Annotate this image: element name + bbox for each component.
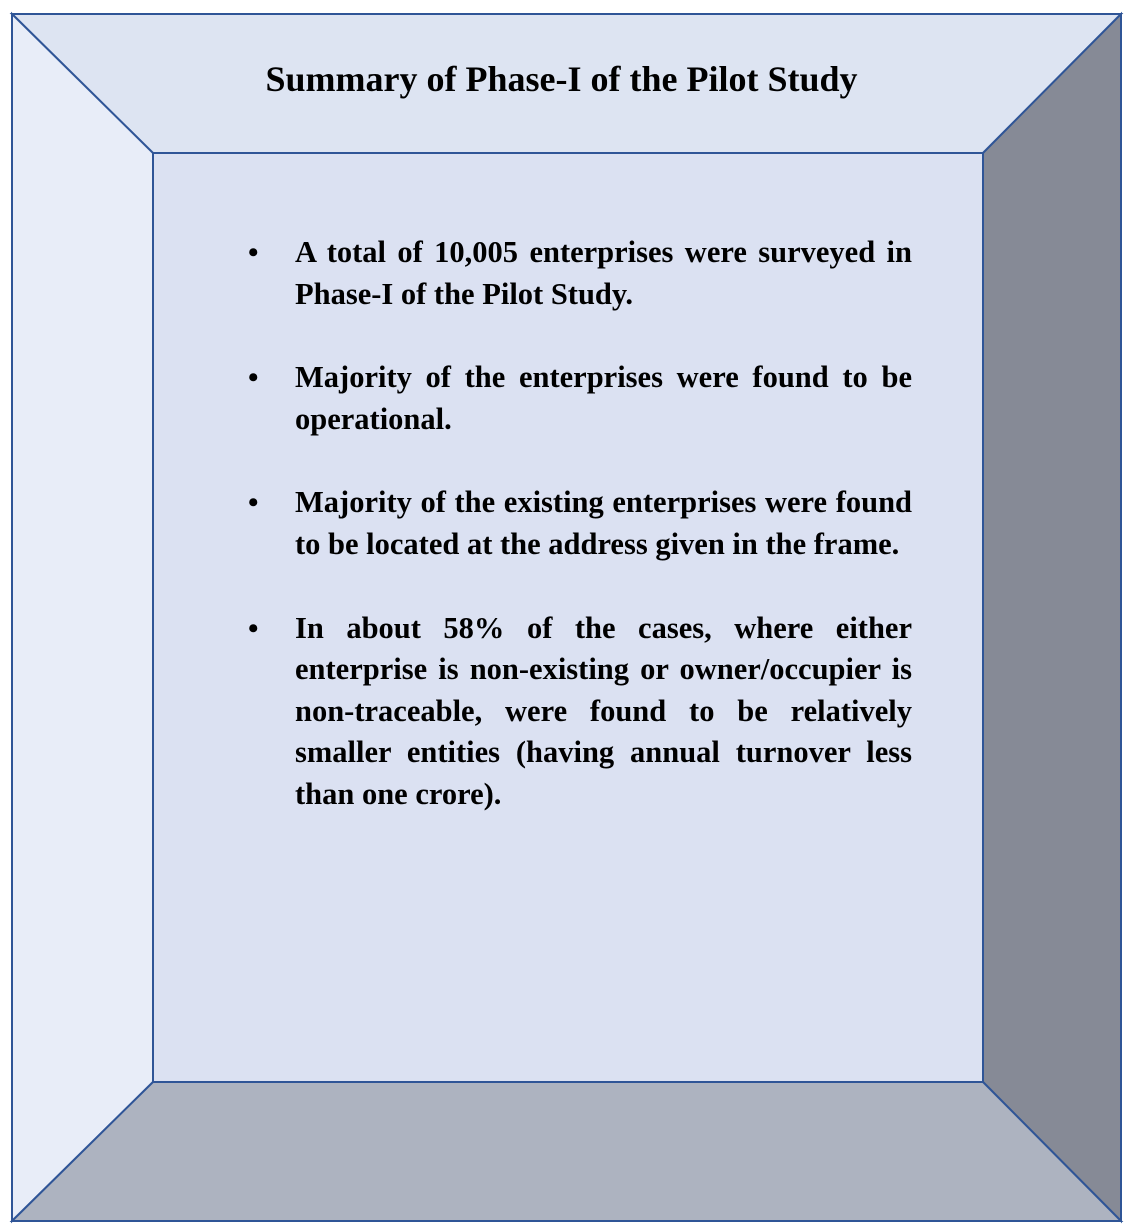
- bullet-item: [240, 357, 912, 440]
- right-bevel: [983, 14, 1121, 1221]
- left-bevel: [12, 14, 153, 1221]
- bullet-dot-icon: •: [248, 486, 259, 520]
- bullet-item: [240, 482, 912, 565]
- bullet-dot-icon: •: [248, 611, 259, 645]
- summary-bullet-list: [240, 232, 912, 858]
- summary-title: Summary of Phase-I of the Pilot Study: [265, 59, 858, 99]
- bullet-text: A total of 10,005 enterprises were surveyed in Phase-I of the Pilot Study.: [295, 235, 912, 311]
- bullet-text: In about 58% of the cases, where either enterprise is non-existing or owner/occupier is non-traceable, were found to be relatively smaller entities (having annual turnover less than one crore).: [295, 610, 912, 811]
- bullet-text: Majority of the existing enterprises were found to be located at the address given in the frame.: [295, 485, 912, 561]
- bullet-dot-icon: •: [248, 361, 259, 395]
- bullet-item: [240, 608, 912, 816]
- bullet-item: [240, 232, 912, 315]
- bullet-dot-icon: •: [248, 236, 259, 269]
- bullet-text: Majority of the enterprises were found to be operational.: [295, 360, 912, 436]
- bottom-bevel: [12, 1082, 1121, 1221]
